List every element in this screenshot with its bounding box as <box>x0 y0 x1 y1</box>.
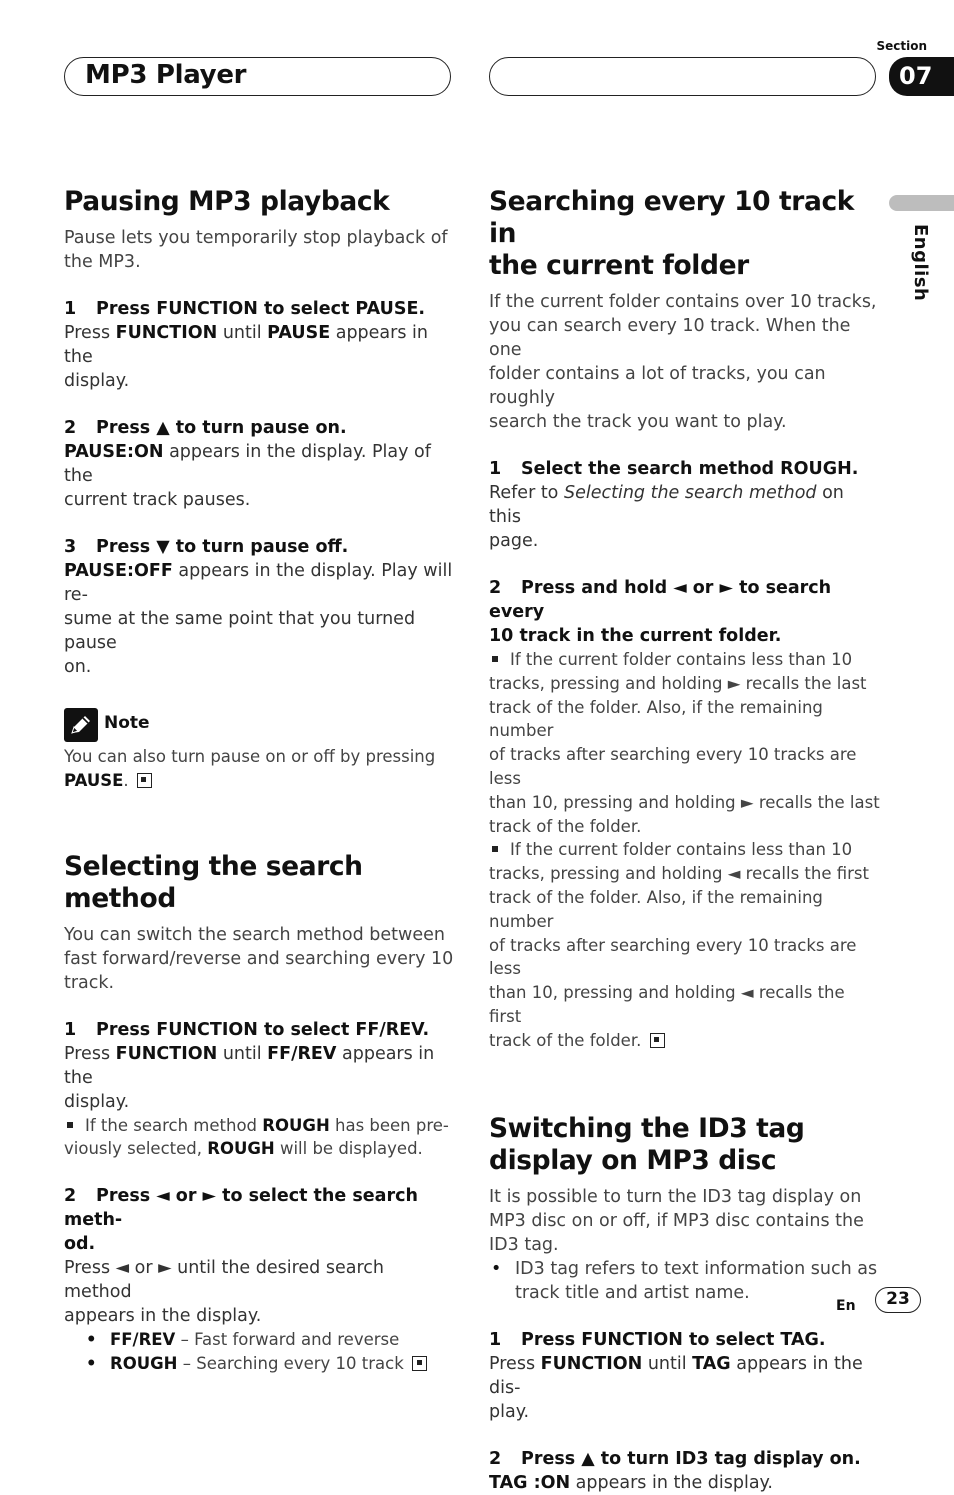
page-number: 23 <box>875 1287 921 1313</box>
end-of-section-icon <box>137 773 152 788</box>
end-of-section-icon <box>412 1356 427 1371</box>
language-label: English <box>910 224 931 302</box>
switching-bullet: • ID3 tag refers to text information such as <box>489 1257 881 1281</box>
selecting-step-1: 1 Press FUNCTION to select FF/REV. Press FUNCTION until FF/REV appears in the display. If the search method ROUGH has been pre- viously selected, ROUGH will be displayed. <box>64 1019 449 1159</box>
language-tab-bar <box>889 195 954 211</box>
pausing-step-1: 1 Press FUNCTION to select PAUSE. Press FUNCTION until PAUSE appears in the display. <box>64 299 428 391</box>
square-bullet-icon <box>67 1122 73 1128</box>
searching-note-1: If the current folder contains less than 10 tracks, pressing and holding ► recalls the last track of the folder. Also, if the remaining number of tracks after searching every 10 tracks are less than 10, pressing and holding ► recalls the last track of the folder. <box>489 650 880 836</box>
end-of-section-icon <box>650 1033 665 1048</box>
switching-heading: Switching the ID3 tag display on MP3 disc <box>489 1112 805 1176</box>
left-column <box>64 186 456 1376</box>
note-pencil-icon <box>64 708 98 742</box>
note-label: Note <box>104 713 150 733</box>
pausing-step-3: 3 Press ▼ to turn pause off. PAUSE:OFF appears in the display. Play will re- sume at the same point that you turned pause on. <box>64 537 453 677</box>
searching-step-1: 1 Select the search method ROUGH. Refer to Selecting the search method on this page. <box>489 459 859 551</box>
searching-heading: Searching every 10 track in the current folder <box>489 186 854 281</box>
chapter-title: MP3 Player <box>85 60 247 90</box>
section-number-badge: 07 <box>889 57 954 96</box>
square-bullet-icon <box>492 846 498 852</box>
square-bullet-icon <box>492 656 498 662</box>
selecting-heading: Selecting the search method <box>64 850 363 914</box>
pausing-intro: Pause lets you temporarily stop playback of the MP3. <box>64 228 448 272</box>
option-ff-rev: • FF/REV – Fast forward and reverse <box>64 1328 456 1352</box>
switching-intro: It is possible to turn the ID3 tag display on MP3 disc on or off, if MP3 disc contains the ID3 tag. • ID3 tag refers to text information such as track title and artist name. <box>489 1185 881 1305</box>
pausing-heading: Pausing MP3 playback <box>64 186 390 217</box>
blank-header-pill <box>489 57 876 96</box>
option-rough: • ROUGH – Searching every 10 track <box>64 1352 456 1376</box>
right-column <box>489 186 881 1495</box>
selecting-intro: You can switch the search method between fast forward/reverse and searching every 10 track. <box>64 924 454 993</box>
chapter-title-pill <box>64 57 451 96</box>
pausing-step-2: 2 Press ▲ to turn pause on. PAUSE:ON appears in the display. Play of the current track pauses. <box>64 418 431 510</box>
searching-note-2: If the current folder contains less than 10 tracks, pressing and holding ◄ recalls the first track of the folder. Also, if the remaining number of tracks after searching every 10 tracks are less than 10, pressing and holding ◄ recalls the first track of the folder. <box>489 840 869 1050</box>
switching-step-1: 1 Press FUNCTION to select TAG. Press FUNCTION until TAG appears in the dis- play. <box>489 1329 863 1422</box>
note-header <box>64 708 456 742</box>
searching-intro: If the current folder contains over 10 tracks, you can search every 10 track. When the one folder contains a lot of tracks, you can roughly search the track you want to play. <box>489 292 877 432</box>
note-body: You can also turn pause on or off by pressing PAUSE. <box>64 747 436 790</box>
footer-language-code: En <box>836 1298 856 1314</box>
searching-step-2: 2 Press and hold ◄ or ► to search every 10 track in the current folder. If the current folder contains less than 10 tracks, pressing and holding ► recalls the last track of the folder. Also, if the remaining number of tracks after searching every 10 tracks are less than 10, pressing and holding ► recalls the last track of the folder. If the current folder contains less than 10 tracks, pressing and holding ◄ recalls the first track of the folder. Also, if the remaining number of tracks after searching every 10 tracks are less than 10, pressing and holding ◄ recalls the first track of the folder. <box>489 576 881 1053</box>
selecting-step-2: 2 Press ◄ or ► to select the search meth- od. Press ◄ or ► until the desired search method appears in the display. • FF/REV – Fast forward and reverse • ROUGH – Searching every 10 track <box>64 1184 456 1376</box>
section-label: Section <box>876 39 927 53</box>
switching-step-2: 2 Press ▲ to turn ID3 tag display on. TAG :ON appears in the display. <box>489 1448 861 1493</box>
